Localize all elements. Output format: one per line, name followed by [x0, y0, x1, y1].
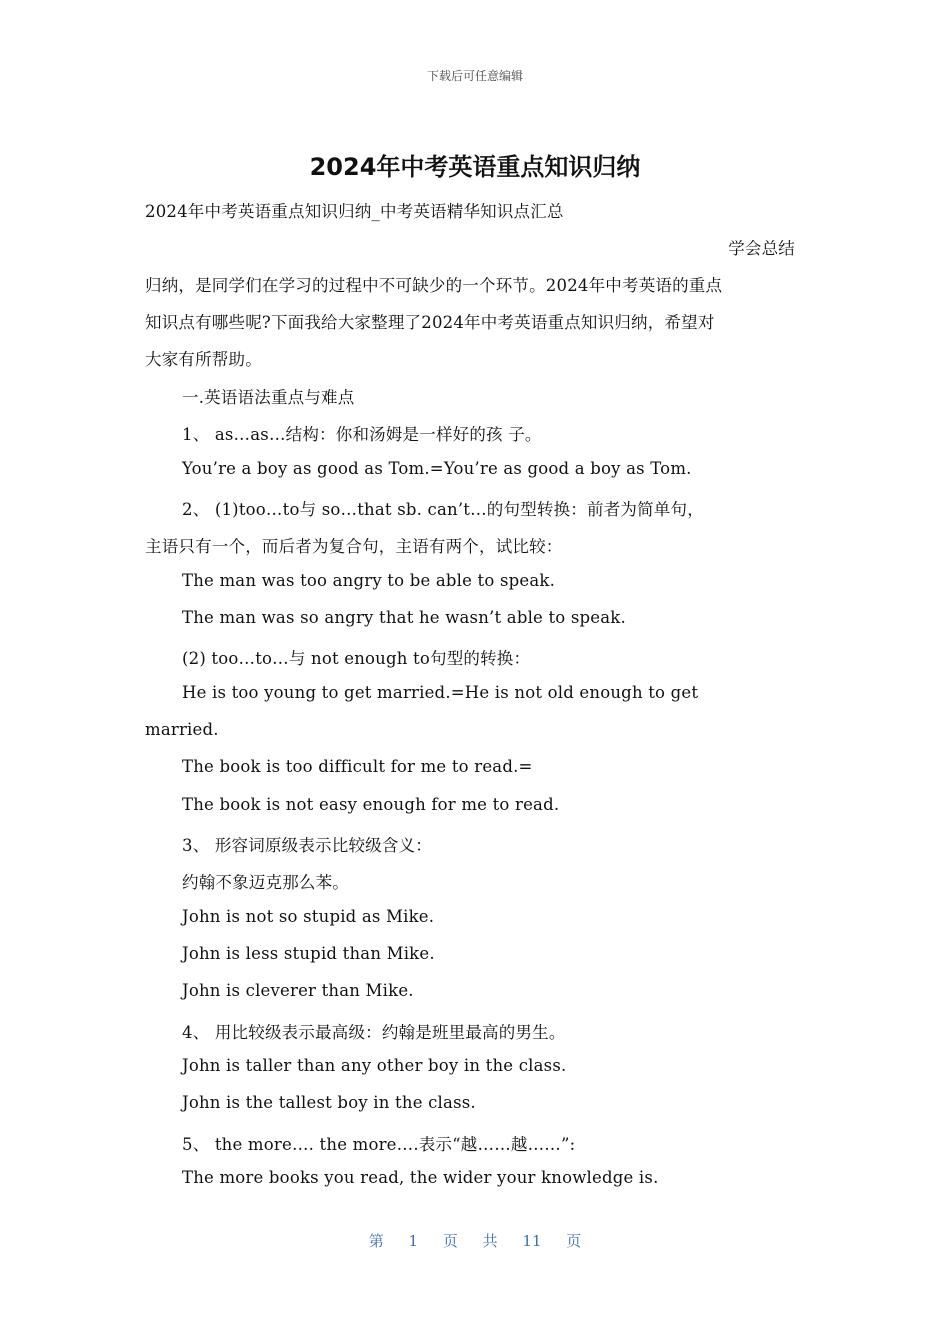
item-4-example-1: John is taller than any other boy in the class.: [182, 1056, 567, 1075]
item-2-continuation: 主语只有一个，而后者为复合句，主语有两个，试比较：: [145, 537, 563, 556]
item-2-heading: 2、 (1)too…to与 so…that sb. can’t…的句型转换：前者为简单句，: [182, 500, 704, 519]
page-footer: [0, 1230, 950, 1251]
footer-total-word: 共: [482, 1232, 498, 1250]
item-3-chinese-example: 约翰不象迈克那么苯。: [182, 873, 349, 892]
item-5-heading: 5、 the more…. the more….表示“越……越……”:: [182, 1135, 576, 1154]
footer-suffix: 页: [566, 1232, 582, 1250]
page-header-note: 下载后可任意编辑: [426, 69, 523, 83]
item-5-example-1: The more books you read, the wider your knowledge is.: [182, 1168, 659, 1187]
intro-line-2: 知识点有哪些呢?下面我给大家整理了2024年中考英语重点知识归纳，希望对: [145, 313, 715, 332]
document-title: 2024年中考英语重点知识归纳: [309, 153, 641, 181]
total-page-count: 11: [522, 1232, 542, 1250]
item-3-example-1: John is not so stupid as Mike.: [182, 907, 435, 926]
footer-prefix: 第: [368, 1232, 384, 1250]
item-3-example-3: John is cleverer than Mike.: [182, 981, 414, 1000]
footer-page-word: 页: [442, 1232, 458, 1250]
item-1-example: You’re a boy as good as Tom.=You’re as good a boy as Tom.: [182, 459, 692, 478]
item-2-example-2: The man was so angry that he wasn’t able to speak.: [182, 608, 626, 627]
item-1-heading: 1、 as…as…结构：你和汤姆是一样好的孩 子。: [182, 425, 542, 444]
item-2-subheading: (2) too…to…与 not enough to句型的转换：: [182, 649, 531, 668]
item-2-example-3: He is too young to get married.=He is not old enough to get: [182, 683, 699, 702]
current-page-number: 1: [408, 1232, 419, 1250]
item-3-heading: 3、 形容词原级表示比较级含义：: [182, 836, 432, 855]
document-subtitle: 2024年中考英语重点知识归纳_中考英语精华知识点汇总: [145, 202, 564, 221]
item-4-example-2: John is the tallest boy in the class.: [182, 1093, 476, 1112]
section-heading: 一.英语语法重点与难点: [182, 388, 355, 407]
intro-line-3: 大家有所帮助。: [145, 350, 262, 369]
item-2-example-5: The book is not easy enough for me to read.: [182, 795, 560, 814]
item-4-heading: 4、 用比较级表示最高级：约翰是班里最高的男生。: [182, 1023, 566, 1042]
intro-line-1: 归纳，是同学们在学习的过程中不可缺少的一个环节。2024年中考英语的重点: [145, 276, 723, 295]
right-aligned-fragment: 学会总结: [728, 239, 795, 258]
item-2-example-1: The man was too angry to be able to speak.: [182, 571, 556, 590]
item-2-example-4: The book is too difficult for me to read.=: [182, 757, 533, 776]
item-3-example-2: John is less stupid than Mike.: [182, 944, 435, 963]
item-2-example-3-continuation: married.: [145, 720, 219, 739]
